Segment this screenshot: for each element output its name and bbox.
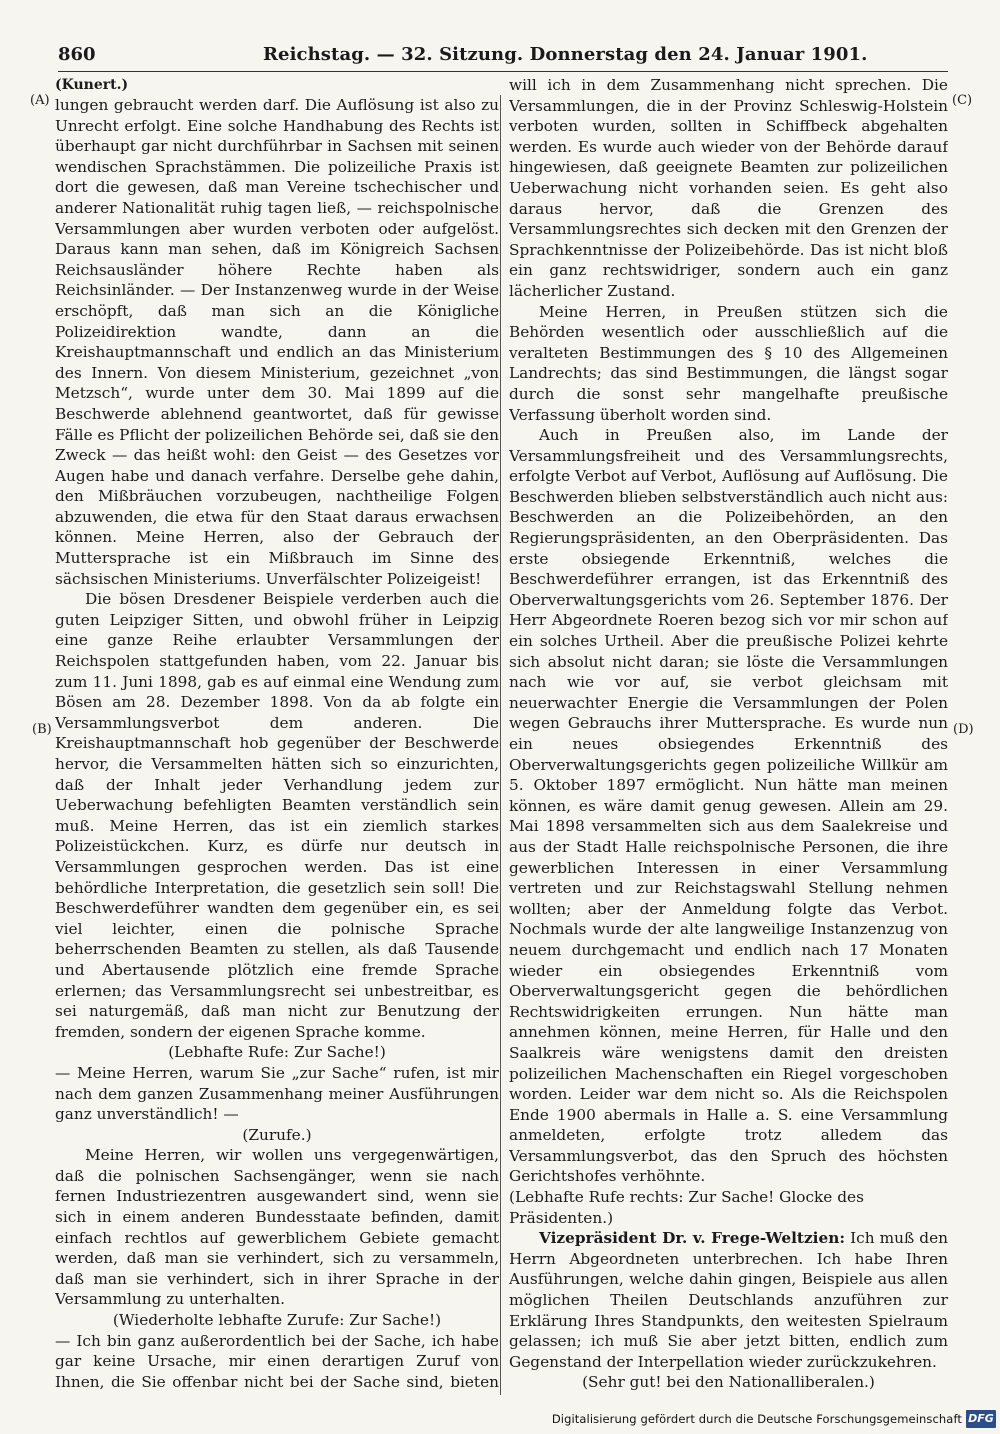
interjection: (Lebhafte Rufe rechts: Zur Sache! Glocke des Präsidenten.): [509, 1188, 864, 1227]
speech-text: Ich muß den Herrn Abgeordneten unterbrechen. Ich habe Ihren Ausführungen, welche dahin gingen, Beispiele aus allen möglichen Theilen Deutschlands anzuführen zur Erklärung Ihres Standpunkts, den weitesten Spielraum gelassen; ich muß Sie aber jetzt bitten, endlich zum Gegenstand der Interpellation wieder zurückzukehren.: [509, 1229, 948, 1371]
margin-mark-b: (B): [32, 722, 52, 737]
speaker-name: Vizepräsident Dr. v. Frege-Weltzien:: [539, 1229, 845, 1248]
interjection: (Sehr gut! bei den Nationalliberalen.): [582, 1373, 875, 1390]
paragraph: [509, 1228, 948, 1372]
footer: [0, 1410, 1000, 1430]
funding-credit: Digitalisierung gefördert durch die Deutsche Forschungsgemeinschaft: [551, 1412, 962, 1426]
paragraph: Meine Herren, wir wollen uns vergegenwärtigen, daß die polnischen Sachsengänger, wenn sie nach fernen Industriezentren ausgewandert sind, wenn sie sich in einem anderen Bundesstaate befinden, damit einfach rechtlos auf gewerblichem Gebiete gemacht werden, daß man sie verhindert, sich zu versammeln, daß man sie verhindert, sich in ihrer Sprache in der Versammlung zu unterhalten.: [55, 1146, 499, 1309]
page-header: [58, 44, 948, 70]
margin-mark-d: (D): [953, 722, 974, 737]
running-head: Reichstag. — 32. Sitzung. Donnerstag den 24. Januar 1901.: [263, 44, 868, 65]
header-rule: [58, 71, 948, 72]
margin-mark-a: (A): [30, 93, 50, 108]
paragraph: Meine Herren, in Preußen stützen sich die Behörden wesentlich oder ausschließlich auf die veralteten Bestimmungen des § 10 des Allgemeinen Landrechts; das sind Bestimmungen, die längst sogar durch die sonst sehr mangelhafte preußische Verfassung überholt worden sind.: [509, 302, 948, 424]
dfg-logo: DFG: [966, 1410, 996, 1428]
interjection: (Zurufe.): [242, 1125, 312, 1144]
column-divider: [500, 95, 501, 1395]
left-column: [55, 75, 499, 1390]
page-number: 860: [58, 44, 96, 65]
interjection: (Wiederholte lebhafte Zurufe: Zur Sache!): [112, 1311, 442, 1330]
speaker-tag: (Kunert.): [55, 77, 129, 93]
right-column: [509, 75, 948, 1390]
paragraph: Auch in Preußen also, im Lande der Versammlungsfreiheit und des Versammlungsrechts, erfolgte Verbot auf Verbot, Auflösung auf Auflösung. Die Beschwerden blieben selbstverständlich auch nicht aus: Beschwerden an die Polizeibehörden, an den Regierungspräsidenten, an den Oberpräsidenten. Das erste obsiegende Erkenntniß, welches die Beschwerdeführer errangen, ist das Erkenntniß des Oberverwaltungsgerichts vom 26. September 1876. Der Herr Abgeordnete Roeren bezog sich vor mir schon auf ein solches Urtheil. Aber die preußische Polizei kehrte sich absolut nicht daran; sie löste die Versammlungen nach wie vor auf, sie verbot gleichsam mit neuerwachter Energie die Versammlungen der Polen wegen Gebrauchs ihrer Muttersprache. Es wurde nun ein neues obsiegendes Erkenntniß des Oberverwaltungsgerichts gegen polizeiliche Willkür am 5. Oktober 1897 ermöglicht. Nun hätte man meinen können, es wäre damit genug gewesen. Allein am 29. Mai 1898 versammelten sich aus dem Saalekreise und aus der Stadt Halle reichspolnische Personen, die ihre gewerblichen Interessen in einer Versammlung vertreten und zur Reichstagswahl Stellung nehmen wollten; aber der Anmeldung folgte das Verbot. Nochmals wurde der alte langweilige Instanzenzug von neuem durchgemacht und endlich nach 17 Monaten wieder ein obsiegendes Erkenntniß vom Oberverwaltungsgericht gegen die behördlichen Rechtswidrigkeiten errungen. Nun hätte man annehmen können, meine Herren, für Halle und den Saalkreis wäre wenigstens damit den dreisten polizeilichen Machenschaften ein Riegel vorgeschoben worden. Leider war dem nicht so. Als die Reichspolen Ende 1900 abermals in Halle a. S. eine Versammlung anmeldeten, erfolgte trotz alledem das Versammlungsverbot, das den Spruch des höchsten Gerichtshofes verhöhnte.: [509, 426, 948, 1186]
paragraph: Die bösen Dresdener Beispiele verderben auch die guten Leipziger Sitten, und obwohl früher in Leipzig eine ganze Reihe erlaubter Versammlungen der Reichspolen stattgefunden haben, vom 22. Januar bis zum 11. Juni 1898, gab es auf einmal eine Wendung zum Bösen am 28. Dezember 1898. Von da ab folgte ein Versammlungsverbot dem anderen. Die Kreishauptmannschaft hob gegenüber der Beschwerde hervor, die Versammelten hätten sich so einzurichten, daß der Inhalt jeder Verhandlung jedem zur Ueberwachung befehligten Beamten verständlich sein muß. Meine Herren, das ist ein ziemlich starkes Polizeistückchen. Kurz, es dürfe nur deutsch in Versammlungen gesprochen werden. Das ist eine behördliche Interpretation, die gesetzlich sein soll! Die Beschwerdeführer wandten dem gegenüber ein, es sei viel leichter, einen die polnische Sprache beherrschenden Beamten zu stellen, als daß Tausende und Abertausende plötzlich eine fremde Sprache erlernen; das Versammlungsrecht sei unbestreitbar, es sei naturgemäß, daß man nicht zur Benutzung der fremden, sondern der eigenen Sprache komme.: [55, 590, 499, 1041]
paragraph: — Ich bin ganz außerordentlich bei der Sache, ich habe gar keine Ursache, mir einen derartigen Zuruf von Ihnen, die Sie offenbar nicht bei der Sache sind, bieten: [55, 1331, 499, 1390]
paragraph: will ich in dem Zusammenhang nicht sprechen. Die Versammlungen, die in der Provinz Schleswig-Holstein verboten wurden, sollten in Schiffbeck abgehalten werden. Es wurde auch wieder von der Behörde darauf hingewiesen, daß geeignete Beamten zur polizeilichen Ueberwachung nicht vorhanden seien. Es geht also daraus hervor, daß die Grenzen des Versammlungsrechtes sich decken mit den Grenzen der Sprachkenntnisse der Polizeibehörde. Das ist nicht bloß ein ganz rechtswidriger, sondern auch ein ganz lächerlicher Zustand.: [509, 76, 948, 300]
interjection: (Lebhafte Rufe: Zur Sache!): [168, 1043, 386, 1062]
paragraph: lungen gebraucht werden darf. Die Auflösung ist also zu Unrecht erfolgt. Eine solche Handhabung des Rechts ist überhaupt gar nicht durchführbar in Sachsen mit seinen wendischen Sprachstämmen. Die polizeiliche Praxis ist dort die gewesen, daß man Vereine tschechischer und anderer Nationalität ruhig tagen ließ, — reichspolnische Versammlungen aber wurden verboten oder aufgelöst. Daraus kann man sehen, daß im Königreich Sachsen Reichsausländer höhere Rechte haben als Reichsinländer. — Der Instanzenweg wurde in der Weise erschöpft, daß man sich an die Königliche Polizeidirektion wandte, dann an die Kreishauptmannschaft und endlich an das Ministerium des Innern. Von diesem Ministerium, gezeichnet „von Metzsch“, wurde unter dem 30. Mai 1899 auf die Beschwerde ablehnend geantwortet, daß für gewisse Fälle es Pflicht der polizeilichen Behörde sei, daß sie den Zweck — das heißt wohl: den Geist — des Gesetzes vor Augen habe und danach verfahre. Derselbe gehe dahin, den Mißbräuchen vorzubeugen, nachtheilige Folgen abzuwenden, die etwa für den Staat daraus erwachsen können. Meine Herren, also der Gebrauch der Muttersprache ist ein Mißbrauch im Sinne des sächsischen Ministeriums. Unverfälschter Polizeigeist!: [55, 96, 499, 588]
paragraph: — Meine Herren, warum Sie „zur Sache“ rufen, ist mir nach dem ganzen Zusammenhang meiner Ausführungen ganz unverständlich! —: [55, 1063, 499, 1124]
margin-mark-c: (C): [952, 93, 973, 108]
